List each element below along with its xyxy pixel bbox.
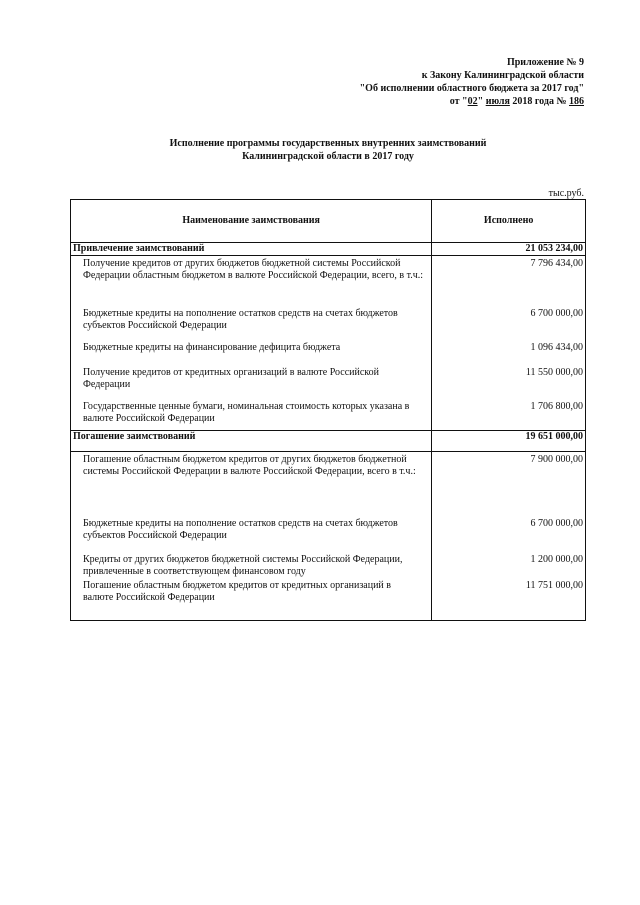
date-prefix: от " [449, 96, 468, 107]
row-name: Бюджетные кредиты на финансирование дефицита бюджета [83, 342, 341, 353]
section-row-borrowing [71, 243, 586, 256]
table-row [71, 365, 586, 399]
section-name: Привлечение заимствований [71, 243, 432, 256]
table-row [71, 256, 586, 307]
column-header-name: Наименование заимствования [71, 200, 432, 243]
row-name: Погашение областным бюджетом кредитов от других бюджетов бюджетной системы Российской Федерации в валюте Российской Федерации, всего в т.ч.: [83, 454, 416, 477]
document-title [70, 137, 586, 163]
row-value: 6 700 000,00 [530, 308, 583, 319]
table-row [71, 306, 586, 340]
row-name: Бюджетные кредиты на пополнение остатков средств на счетах бюджетов субъектов Российской Федерации [83, 518, 398, 541]
row-value: 7 796 434,00 [530, 258, 583, 269]
law-date-line [360, 95, 584, 108]
table-row [71, 399, 586, 431]
row-name: Государственные ценные бумаги, номинальная стоимость которых указана в валюте Российской Федерации [83, 401, 410, 424]
section-row-repayment [71, 431, 586, 452]
units-label: тыс.руб. [548, 188, 584, 199]
table-row [71, 578, 586, 621]
row-value: 1 200 000,00 [530, 554, 583, 565]
section-value: 19 651 000,00 [432, 431, 586, 452]
table-row [71, 340, 586, 365]
row-value: 7 900 000,00 [530, 454, 583, 465]
table-header-row [71, 200, 586, 243]
row-value: 1 706 800,00 [530, 401, 583, 412]
title-line-2: Калининградской области в 2017 году [242, 151, 414, 162]
row-name: Кредиты от других бюджетов бюджетной системы Российской Федерации, привлеченные в соответствующем финансовом году [83, 554, 403, 577]
date-day: 02 [467, 96, 478, 107]
row-name: Получение кредитов от других бюджетов бюджетной системы Российской Федерации областным бюджетом в валюте Российской Федерации, всего, в т.ч.: [83, 258, 424, 281]
law-number: 186 [569, 96, 584, 107]
row-value: 11 550 000,00 [525, 367, 583, 378]
date-month: июля [485, 96, 510, 107]
row-name: Получение кредитов от кредитных организаций в валюте Российской Федерации [83, 367, 379, 390]
appendix-header [360, 56, 584, 108]
title-line-1: Исполнение программы государственных внутренних заимствований [169, 138, 487, 149]
appendix-number: Приложение № 9 [506, 57, 584, 68]
law-title: "Об исполнении областного бюджета за 2017 год" [359, 83, 584, 94]
table-row [71, 552, 586, 578]
row-value: 11 751 000,00 [525, 580, 583, 591]
row-name: Погашение областным бюджетом кредитов от кредитных организаций в валюте Российской Федерации [83, 580, 392, 603]
row-value: 1 096 434,00 [530, 342, 583, 353]
borrowings-table [70, 199, 586, 621]
section-name: Погашение заимствований [71, 431, 432, 452]
row-value: 6 700 000,00 [530, 518, 583, 529]
table-row [71, 516, 586, 552]
row-name: Бюджетные кредиты на пополнение остатков средств на счетах бюджетов субъектов Российской Федерации [83, 308, 398, 331]
table-row [71, 452, 586, 517]
column-header-value: Исполнено [432, 200, 586, 243]
section-value: 21 053 234,00 [432, 243, 586, 256]
law-reference: к Закону Калининградской области [421, 70, 584, 81]
date-day-suffix: " [477, 96, 484, 107]
date-year: 2018 года № [512, 96, 567, 107]
